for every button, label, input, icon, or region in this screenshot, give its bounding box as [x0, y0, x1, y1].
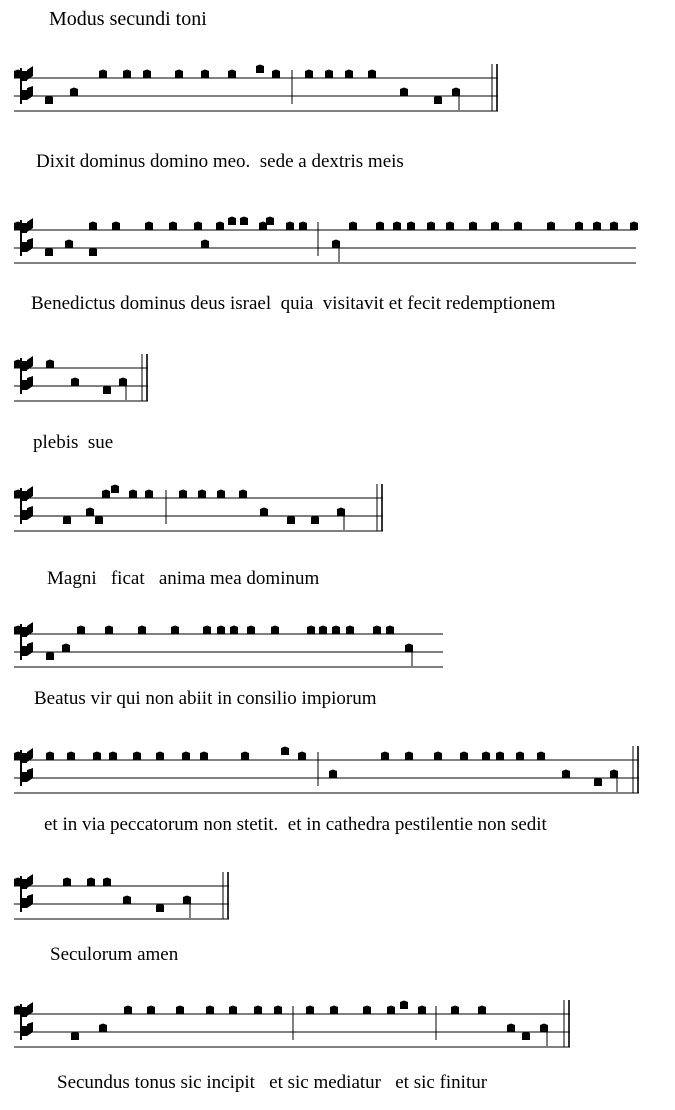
final-barline	[564, 1000, 569, 1047]
neume-note	[325, 70, 333, 79]
neume-note	[123, 896, 131, 905]
neume-note	[610, 222, 618, 231]
neume-note	[138, 626, 146, 635]
neume-note	[514, 222, 522, 231]
neume-note	[133, 752, 141, 761]
neume-note	[86, 508, 94, 517]
lyric-line-7: Seculorum amen	[50, 944, 179, 965]
neume-note	[407, 222, 415, 231]
neume-note	[111, 485, 119, 494]
neume-note	[522, 1032, 530, 1041]
clef-note	[14, 70, 22, 79]
neume-note	[228, 70, 236, 79]
neume-note	[368, 70, 376, 79]
neume-note	[547, 222, 555, 231]
neume-note	[286, 222, 294, 231]
clef-note	[14, 1006, 22, 1015]
neume-note	[62, 644, 70, 653]
lyric-line-2: Benedictus dominus deus israel quia visitavit et fecit redemptionem	[31, 293, 556, 314]
neume-note	[434, 96, 442, 105]
neume-note	[298, 752, 306, 761]
final-barline	[142, 354, 147, 401]
neume-note	[229, 1006, 237, 1015]
neume-note	[217, 490, 225, 499]
clef-note	[14, 360, 22, 369]
neume-note	[478, 1006, 486, 1015]
neume-note	[254, 1006, 262, 1015]
neume-note	[256, 65, 264, 74]
staff-system-6	[0, 742, 675, 802]
neume-note	[63, 516, 71, 525]
neume-note	[156, 752, 164, 761]
neume-note	[103, 386, 111, 395]
neume-note	[507, 1024, 515, 1033]
neume-note	[228, 217, 236, 226]
neume-note	[451, 1006, 459, 1015]
neume-note	[200, 752, 208, 761]
neume-note	[373, 626, 381, 635]
neume-note	[381, 752, 389, 761]
neume-note	[206, 1006, 214, 1015]
neume-note	[45, 96, 53, 105]
final-barline	[633, 746, 638, 793]
staff-system-3	[0, 350, 675, 410]
neume-note	[71, 1032, 79, 1041]
clef-note	[14, 490, 22, 499]
neume-note	[306, 1006, 314, 1015]
neume-note	[405, 752, 413, 761]
neume-note	[537, 752, 545, 761]
lyric-line-4: Magni ficat anima mea dominum	[47, 568, 320, 589]
clef-note	[14, 752, 22, 761]
neume-note	[305, 70, 313, 79]
neume-note	[171, 626, 179, 635]
neume-note	[217, 626, 225, 635]
neume-note	[239, 490, 247, 499]
neume-note	[349, 222, 357, 231]
neume-note	[281, 747, 289, 756]
neume-note	[287, 516, 295, 525]
neume-note	[65, 240, 73, 249]
neume-note	[307, 626, 315, 635]
neume-note	[145, 490, 153, 499]
neume-note	[593, 222, 601, 231]
neume-note	[418, 1006, 426, 1015]
neume-note	[393, 222, 401, 231]
staff-system-5	[0, 616, 675, 676]
neume-note	[89, 248, 97, 257]
neume-note	[46, 752, 54, 761]
neume-note	[182, 752, 190, 761]
neume-note	[400, 88, 408, 97]
neume-note	[77, 626, 85, 635]
neume-note	[329, 770, 337, 779]
staff-system-1	[0, 60, 675, 120]
neume-note	[427, 222, 435, 231]
staff-system-7	[0, 868, 675, 928]
neume-note	[70, 88, 78, 97]
neume-note	[376, 222, 384, 231]
neume-note	[156, 904, 164, 913]
neume-note	[46, 360, 54, 369]
neume-note	[123, 70, 131, 79]
final-barline	[492, 64, 497, 111]
neume-note	[45, 248, 53, 257]
neume-note	[266, 217, 274, 226]
neume-note	[129, 490, 137, 499]
staff-system-2	[0, 212, 675, 272]
neume-note	[460, 752, 468, 761]
neume-note	[143, 70, 151, 79]
neume-note	[272, 70, 280, 79]
lyric-line-8: Secundus tonus sic incipit et sic mediatur et sic finitur	[57, 1072, 488, 1093]
neume-note	[241, 752, 249, 761]
neume-note	[95, 516, 103, 525]
neume-note	[230, 626, 238, 635]
neume-note	[271, 626, 279, 635]
neume-note	[67, 752, 75, 761]
neume-note	[387, 1006, 395, 1015]
neume-note	[434, 752, 442, 761]
neume-note	[93, 752, 101, 761]
neume-note	[102, 490, 110, 499]
neume-note	[99, 70, 107, 79]
neume-note	[332, 626, 340, 635]
neume-note	[145, 222, 153, 231]
chant-title: Modus secundi toni	[49, 8, 207, 30]
neume-note	[201, 70, 209, 79]
neume-note	[259, 222, 267, 231]
neume-note	[109, 752, 117, 761]
neume-note	[482, 752, 490, 761]
neume-note	[203, 626, 211, 635]
staff-system-8	[0, 996, 675, 1056]
neume-note	[386, 626, 394, 635]
neume-note	[176, 1006, 184, 1015]
neume-note	[446, 222, 454, 231]
neume-note	[46, 652, 54, 661]
lyric-line-1: Dixit dominus domino meo. sede a dextris meis	[36, 151, 404, 172]
neume-note	[330, 1006, 338, 1015]
neume-note	[240, 217, 248, 226]
final-barline	[377, 484, 382, 531]
neume-note	[363, 1006, 371, 1015]
neume-note	[594, 778, 602, 787]
neume-note	[311, 516, 319, 525]
clef-note	[14, 222, 22, 231]
neume-note	[630, 222, 638, 231]
neume-note	[179, 490, 187, 499]
neume-note	[194, 222, 202, 231]
neume-note	[516, 752, 524, 761]
neume-note	[105, 626, 113, 635]
staff-system-4	[0, 480, 675, 540]
neume-note	[496, 752, 504, 761]
final-barline	[223, 872, 228, 919]
neume-note	[575, 222, 583, 231]
neume-note	[469, 222, 477, 231]
neume-note	[319, 626, 327, 635]
neume-note	[112, 222, 120, 231]
neume-note	[124, 1006, 132, 1015]
neume-note	[346, 626, 354, 635]
neume-note	[345, 70, 353, 79]
neume-note	[63, 878, 71, 887]
neume-note	[491, 222, 499, 231]
neume-note	[89, 222, 97, 231]
neume-note	[201, 240, 209, 249]
neume-note	[260, 508, 268, 517]
neume-note	[400, 1001, 408, 1010]
lyric-line-6: et in via peccatorum non stetit. et in cathedra pestilentie non sedit	[44, 814, 547, 835]
neume-note	[216, 222, 224, 231]
clef-note	[14, 626, 22, 635]
neume-note	[175, 70, 183, 79]
neume-note	[562, 770, 570, 779]
neume-note	[103, 878, 111, 887]
lyric-line-3: plebis sue	[33, 432, 114, 453]
neume-note	[247, 626, 255, 635]
neume-note	[274, 1006, 282, 1015]
neume-note	[299, 222, 307, 231]
neume-note	[71, 378, 79, 387]
clef-note	[14, 878, 22, 887]
neume-note	[147, 1006, 155, 1015]
neume-note	[198, 490, 206, 499]
lyric-line-5: Beatus vir qui non abiit in consilio impiorum	[34, 688, 377, 709]
neume-note	[99, 1024, 107, 1033]
neume-note	[169, 222, 177, 231]
neume-note	[87, 878, 95, 887]
